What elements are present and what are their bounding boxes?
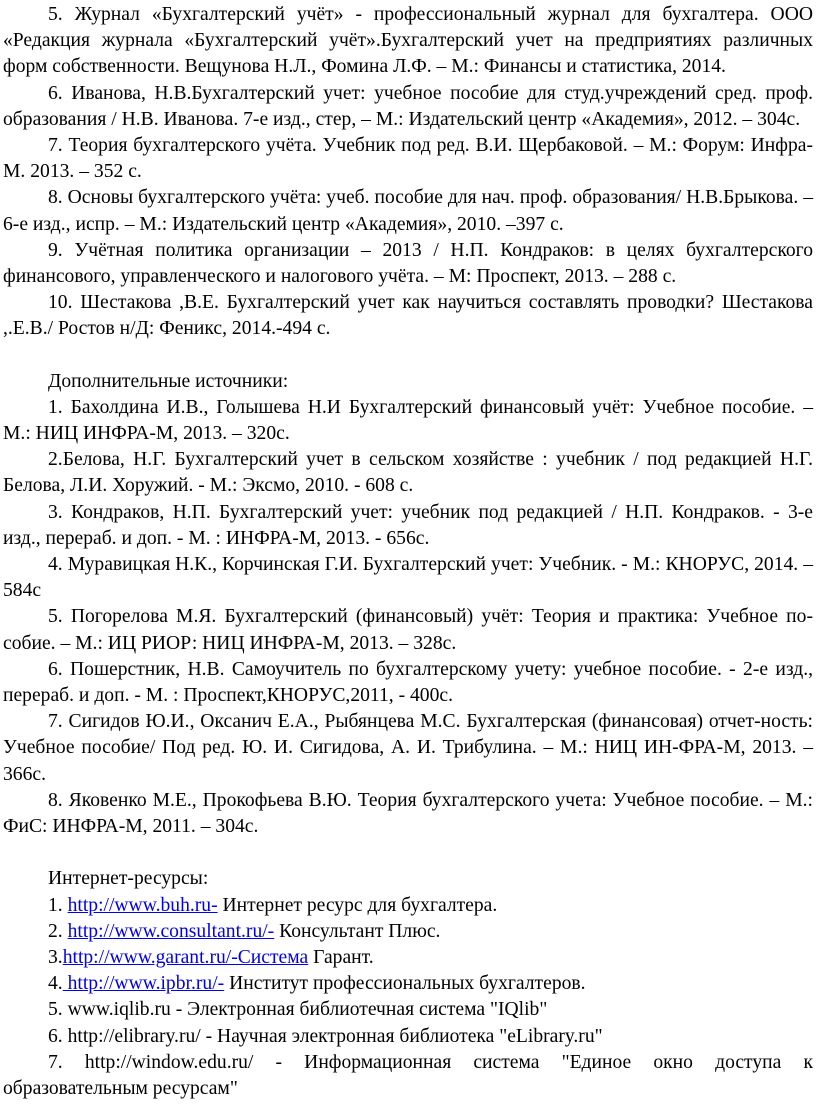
spacer: [3, 343, 813, 369]
reference-item: 8. Основы бухгалтерского учёта: учеб. пособие для нач. проф. образования/ Н.В.Брыкова. – 6-е изд., испр. – М.: Издательский центр «Академия», 2010. –397 с.: [3, 187, 813, 235]
resource-item: [3, 893, 813, 919]
resource-item: [3, 919, 813, 945]
resource-item: 7. http://window.edu.ru/ - Информационная система "Единое окно доступа к образовательным ресурсам": [3, 1051, 813, 1099]
reference-item: 5. Журнал «Бухгалтерский учёт» - профессиональный журнал для бухгалтера. ООО «Редакция журнала «Бухгалтерский учёт».Бухгалтерский учет на предприятиях различных форм собственности. Вещунова Н.Л., Фомина Л.Ф. – М.: Финансы и статистика, 2014.: [3, 4, 813, 78]
resource-link[interactable]: http://www.ipbr.ru/-: [62, 973, 225, 995]
resource-item: [3, 971, 813, 997]
resource-number: 3.: [48, 946, 63, 968]
reference-item: 5. Погорелова М.Я. Бухгалтерский (финансовый) учёт: Теория и практика: Учебное по-собие. – М.: ИЦ РИОР: НИЦ ИНФРА-М, 2013. – 328с.: [3, 606, 813, 654]
resource-item: [3, 945, 813, 971]
internet-resources-section: [3, 866, 813, 1102]
resource-number: 1.: [48, 894, 68, 916]
resource-number: 2.: [48, 920, 68, 942]
resource-link[interactable]: http://www.buh.ru-: [67, 894, 218, 916]
reference-item: 2.Белова, Н.Г. Бухгалтерский учет в сельском хозяйстве : учебник / под редакцией Н.Г. Белова, Л.И. Хоружий. - М.: Эксмо, 2010. - 608 с.: [3, 449, 813, 497]
resource-item: 5. www.iqlib.ru - Электронная библиотечная система "IQlib": [48, 999, 548, 1021]
reference-item: 7. Сигидов Ю.И., Оксанич Е.А., Рыбянцева М.С. Бухгалтерская (финансовая) отчет-ность: Учебное пособие/ Под ред. Ю. И. Сигидова, А. И. Трибулина. – М.: НИЦ ИН-ФРА-М, 2013. – 366с.: [3, 711, 813, 785]
resource-description: Институт профессиональных бухгалтеров.: [224, 973, 586, 995]
reference-item: 7. Теория бухгалтерского учёта. Учебник под ред. В.И. Щербаковой. – М.: Форум: Инфра-М. 2013. – 352 с.: [3, 135, 813, 183]
reference-item: 10. Шестакова ,В.Е. Бухгалтерский учет как научиться составлять проводки? Шестакова ,.Е.В./ Ростов н/Д: Феникс, 2014.-494 с.: [3, 292, 813, 340]
spacer: [3, 840, 813, 866]
additional-sources-section: [3, 369, 813, 841]
reference-item: 9. Учётная политика организации – 2013 / Н.П. Кондраков: в целях бухгалтерского финансового, управленческого и налогового учёта. – М: Проспект, 2013. – 288 с.: [3, 239, 813, 288]
resource-link[interactable]: http://www.garant.ru/-Система: [62, 946, 309, 968]
reference-item: 6. Пошерстник, Н.В. Самоучитель по бухгалтерскому учету: учебное пособие. - 2-е изд., перераб. и доп. - М. : Проспект,КНОРУС,2011, - 400с.: [3, 658, 813, 707]
resource-number: 4.: [48, 973, 63, 995]
internet-resources-heading: Интернет-ресурсы:: [48, 868, 209, 890]
reference-item: 6. Иванова, Н.В.Бухгалтерский учет: учебное пособие для студ.учреждений сред. проф. образования / Н.В. Иванова. 7-е изд., стер, – М.: Издательский центр «Академия», 2012. – 304с.: [3, 82, 813, 130]
reference-item: 3. Кондраков, Н.П. Бухгалтерский учет: учебник под редакцией / Н.П. Кондраков. - 3-е изд., перераб. и доп. - М. : ИНФРА-М, 2013. - 656с.: [3, 501, 813, 549]
resource-item: 6. http://elibrary.ru/ - Научная электронная библиотека "eLibrary.ru": [48, 1025, 603, 1047]
main-reference-list: [3, 2, 813, 343]
resource-description: Интернет ресурс для бухгалтера.: [217, 894, 498, 916]
reference-item: 8. Яковенко М.Е., Прокофьева В.Ю. Теория бухгалтерского учета: Учебное пособие. – М.: ФиС: ИНФРА-М, 2011. – 304с.: [3, 789, 813, 838]
resource-description: Консультант Плюс.: [274, 920, 441, 942]
reference-item: 4. Муравицкая Н.К., Корчинская Г.И. Бухгалтерский учет: Учебник. - М.: КНОРУС, 2014. – 584с: [3, 554, 813, 602]
resource-link[interactable]: http://www.consultant.ru/-: [67, 920, 275, 942]
resource-description: Гарант.: [308, 946, 374, 968]
additional-sources-heading: Дополнительные источники:: [48, 370, 289, 392]
reference-item: 1. Бахолдина И.В., Голышева Н.И Бухгалтерский финансовый учёт: Учебное пособие. – М.: НИЦ ИНФРА-М, 2013. – 320с.: [3, 396, 813, 445]
